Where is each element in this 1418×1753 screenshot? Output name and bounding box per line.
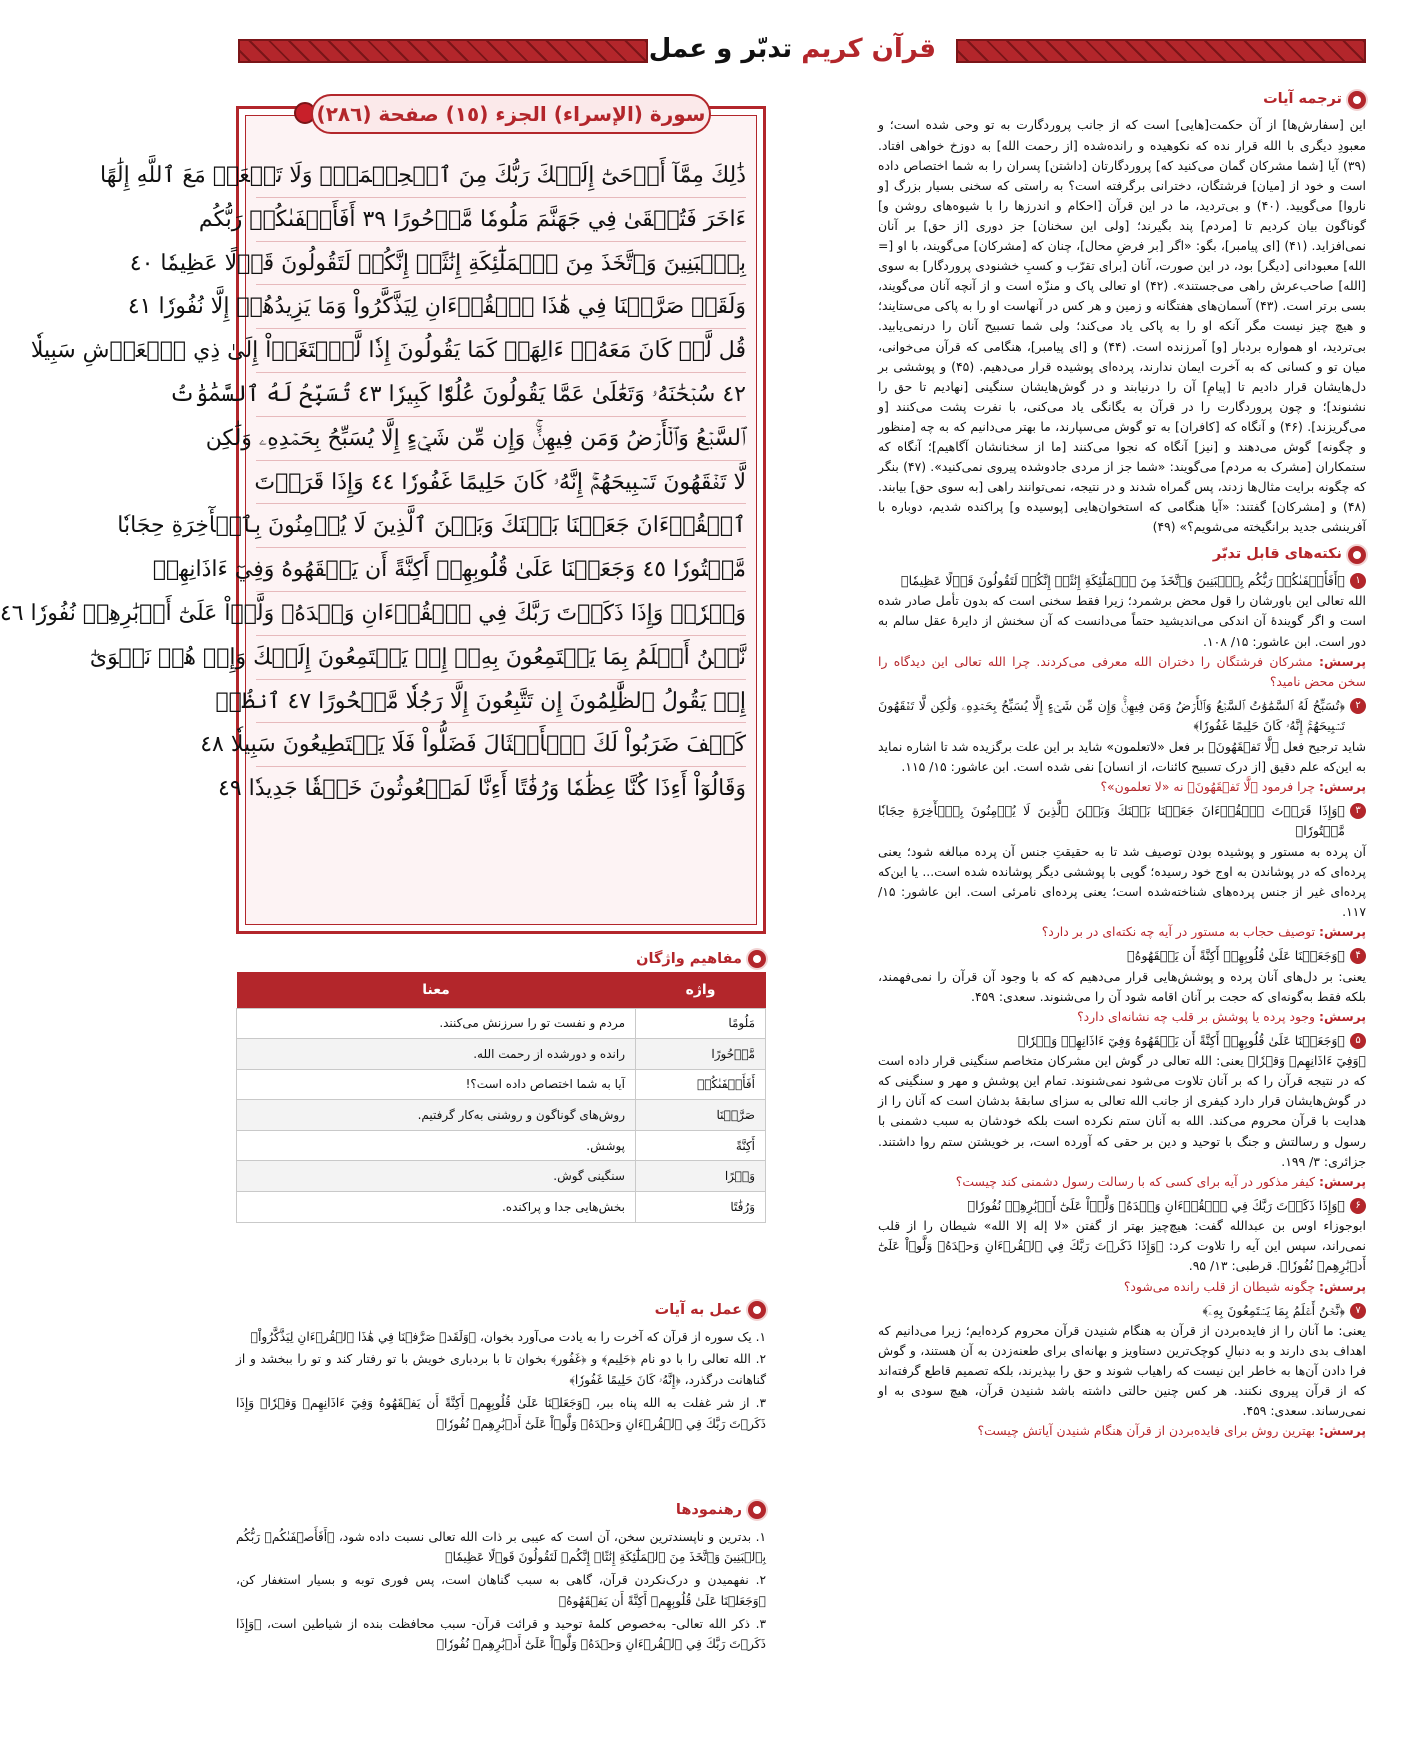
title-red: قرآن کریم <box>801 34 936 64</box>
note-number: ۶ <box>1350 1198 1366 1214</box>
vocab-word: وَقۡرًا <box>636 1161 766 1192</box>
vocab-word: مَلُومًا <box>636 1008 766 1039</box>
note-item <box>878 1301 1366 1442</box>
quran-page-inner <box>0 102 757 925</box>
question-label: پرسش: <box>1318 1173 1366 1189</box>
note-question <box>878 1007 1366 1027</box>
question-text: وجود پرده یا پوشش بر قلب چه نشانه‌ای دارد؟ <box>1077 1008 1316 1024</box>
note-ayah-row <box>878 696 1366 737</box>
guides-title: رهنمودها <box>236 1498 766 1523</box>
guides-item: ۱. بدترین و ناپسندترین سخن، آن است که عیبی بر ذات الله تعالی نسبت داده شود، ﴿أَفَأَصۡفَىٰكُمۡ رَبُّكُم بِٱلۡبَنِينَ وَٱتَّخَذَ مِنَ ٱلۡمَلَٰٓئِكَةِ إِنَٰثًاۚ إِنَّكُمۡ لَتَقُولُونَ قَوۡلًا عَظِيمٗا﴾ <box>236 1529 766 1565</box>
quran-line: إِذۡ يَقُولُ ٱلظَّٰلِمُونَ إِن تَتَّبِعُونَ إِلَّا رَجُلٗا مَّسۡحُورًا ٤٧ ٱنظُرۡ <box>256 680 746 724</box>
question-label: پرسش: <box>1318 924 1366 940</box>
quran-line: وَقۡرٗاۚ وَإِذَا ذَكَرۡتَ رَبَّكَ فِي ٱلۡقُرۡءَانِ وَحۡدَهُۥ وَلَّوۡاْ عَلَىٰٓ أَدۡبَٰرِهِمۡ نُفُورٗا ٤٦ <box>256 592 746 636</box>
note-ayah: ﴿أَفَأَصۡفَىٰكُمۡ رَبُّكُم بِٱلۡبَنِينَ وَٱتَّخَذَ مِنَ ٱلۡمَلَٰٓئِكَةِ إِنَٰثًاۚ إِنَّكُمۡ لَتَقُولُونَ قَوۡلًا عَظِيمٗا﴾ <box>901 572 1345 588</box>
vocab-word: أَفَأَصۡفَىٰكُمۡ <box>636 1069 766 1100</box>
question-text: مشرکان فرشتگان را دختران الله معرفی می‌کردند. چرا الله تعالی این دیدگاه را سخن محض نامید؟ <box>878 653 1366 689</box>
note-ayah-row <box>878 801 1366 842</box>
decorative-band-left <box>238 39 648 63</box>
note-ayah: ﴿وَإِذَا قَرَأۡتَ ٱلۡقُرۡءَانَ جَعَلۡنَا بَيۡنَكَ وَبَيۡنَ ٱلَّذِينَ لَا يُؤۡمِنُونَ بِٱلۡأٓخِرَةِ حِجَابٗا مَّسۡتُورٗا﴾ <box>878 802 1345 839</box>
note-question <box>878 1421 1366 1441</box>
notes-list <box>878 571 1366 1442</box>
note-item <box>878 696 1366 797</box>
note-item <box>878 946 1366 1027</box>
quran-line: ءَاخَرَ فَتُلۡقَىٰ فِي جَهَنَّمَ مَلُومٗا مَّدۡحُورًا ٣٩ أَفَأَصۡفَىٰكُمۡ رَبُّكُم <box>256 198 746 242</box>
right-column <box>878 88 1366 1446</box>
flower-icon <box>1348 546 1366 564</box>
vocab-word: مَّدۡحُورًا <box>636 1039 766 1070</box>
action-item: ۱. یک سوره از قرآن که آخرت را به یادت می‌آورد بخوان، ﴿وَلَقَدۡ صَرَّفۡنَا فِي هَٰذَا ٱلۡقُرۡءَانِ لِيَذَّكَّرُواْ﴾ <box>250 1329 766 1344</box>
action-item: ۲. الله تعالی را با دو نام ﴿حَلِيم﴾ و ﴿غَفُور﴾ بخوان تا با بردباری خویش با تو رفتار کند و تو را ببخشد و از گناهانت درگذرد، ﴿إِنَّهُۥ كَانَ حَلِيمًا غَفُورٗا﴾ <box>236 1352 766 1388</box>
quran-line: نَّحۡنُ أَعۡلَمُ بِمَا يَسۡتَمِعُونَ بِهِۦٓ إِذۡ يَسۡتَمِعُونَ إِلَيۡكَ وَإِذۡ هُمۡ نَجۡوَىٰٓ <box>256 636 746 680</box>
table-row <box>237 1130 766 1161</box>
note-text: ابوجوزاء اوس بن عبدالله گفت: هیچ‌چیز بهتر از گفتن «لا إله إلا الله» شیطان را از قلب نمی‌راند، سپس این آیه را تلاوت کرد: ﴿وَإِذَا ذَكَرۡتَ رَبَّكَ فِي ٱلۡقُرۡءَانِ وَحۡدَهُۥ وَلَّوۡاْ عَلَىٰٓ أَدۡبَٰرِهِمۡ نُفُورٗا﴾. قرطبی: ۱۳/ ۹۵. <box>878 1218 1366 1274</box>
vocab-meaning: بخش‌هایی جدا و پراکنده. <box>237 1192 636 1223</box>
question-label: پرسش: <box>1318 778 1366 794</box>
question-text: بهترین روش برای فایده‌بردن از قرآن هنگام شنیدن آیاتش چیست؟ <box>977 1423 1316 1439</box>
note-question <box>878 922 1366 942</box>
guides-list <box>236 1527 766 1655</box>
note-ayah: ﴿وَإِذَا ذَكَرۡتَ رَبَّكَ فِي ٱلۡقُرۡءَانِ وَحۡدَهُۥ وَلَّوۡاْ عَلَىٰٓ أَدۡبَٰرِهِمۡ نُفُورٗا﴾ <box>967 1197 1345 1213</box>
note-text: یعنی: ما آنان را از فایده‌بردن از قرآن به هنگام شنیدن قرآن محروم کرده‌ایم؛ زیرا می‌دانیم که اهداف بدی دارند و به دنبالِ کوچک‌ترین دستاویز و بهانه‌ای برای طعنه‌زدن به آن هستند، و گوش فرا دادن آن‌ها به خاطر این نیست که راهیاب شوند و حق را بپذیرند، بلکه تصمیم قاطع گرفته‌اند که از قرآن پیروی نکنند. هر کس چنین حالتی داشته باشد شنیدن قرآن، هیچ سودی به او نمی‌رساند. سعدی: ۴۵۹. <box>878 1322 1366 1419</box>
quran-line: قُل لَّوۡ كَانَ مَعَهُۥٓ ءَالِهَةٞ كَمَا يَقُولُونَ إِذٗا لَّٱبۡتَغَوۡاْ إِلَىٰ ذِي ٱلۡعَرۡشِ سَبِيلٗا <box>256 329 746 373</box>
quran-line: وَقَالُوٓاْ أَءِذَا كُنَّا عِظَٰمٗا وَرُفَٰتًا أَءِنَّا لَمَبۡعُوثُونَ خَلۡقٗا جَدِيدٗا ٤٩ <box>218 776 746 802</box>
quran-line: كَيۡفَ ضَرَبُواْ لَكَ ٱلۡأَمۡثَالَ فَضَلُّواْ فَلَا يَسۡتَطِيعُونَ سَبِيلٗا ٤٨ <box>256 723 746 767</box>
note-question <box>878 1172 1366 1192</box>
note-text: یعنی: بر دل‌های آنان پرده و پوشش‌هایی قرار می‌دهیم که که با وجود آن قرآن را نمی‌فهمند، بلکه فقط به‌گونه‌ای که حجت بر آنان اقامه شود آن را می‌شنوند. سعدی: ۴۵۹. <box>878 968 1366 1004</box>
quran-lines <box>0 154 746 811</box>
question-label: پرسش: <box>1318 1278 1366 1294</box>
guides-item: ۲. نفهمیدن و درک‌نکردن قرآن، گاهی به سبب گناهان است، پس فوری توبه و بسیار استغفار کن، ﴿وَجَعَلۡنَا عَلَىٰ قُلُوبِهِمۡ أَكِنَّةً أَن يَفۡقَهُوهُ﴾ <box>236 1573 766 1608</box>
note-question <box>878 652 1366 692</box>
note-text: الله تعالی این باورشان را قول محض برشمرد؛ زیرا فقط سخنی است که بدون تأمل صادر شده است و اگر گوینده‌ٔ آن اندکی می‌اندیشید حتماً می‌دانست که آن سخنش از دایرهٔ عقل سالم به دور است. ابن عاشور: ۱۵/ ۱۰۸. <box>878 593 1366 649</box>
flower-icon <box>1348 91 1366 109</box>
table-row <box>237 1161 766 1192</box>
surah-banner: سورة (الإسراء) الجزء (١٥) صفحة (٢٨٦) <box>311 94 711 134</box>
question-text: کیفر مذکور در آیه برای کسی که با رسالت رسول دشمنی کند چیست؟ <box>955 1173 1316 1189</box>
note-ayah-row <box>878 1301 1366 1321</box>
question-text: چگونه شیطان از قلب رانده می‌شود؟ <box>1123 1278 1316 1294</box>
quran-line: ٱلسَّبۡعُ وَٱلۡأَرۡضُ وَمَن فِيهِنَّۚ وَإِن مِّن شَيۡءٍ إِلَّا يُسَبِّحُ بِحَمۡدِهِۦ وَلَٰكِن <box>256 417 746 461</box>
vocab-meaning: سنگینی گوش. <box>237 1161 636 1192</box>
note-ayah: ﴿وَجَعَلۡنَا عَلَىٰ قُلُوبِهِمۡ أَكِنَّةً أَن يَفۡقَهُوهُ﴾ <box>1127 948 1345 964</box>
note-ayah-row <box>878 1031 1366 1051</box>
note-text: شاید ترجیح فعل ﴿لَّا تَفۡقَهُونَ﴾ بر فعل «لاتعلمون» شاید بر این علت برگزیده شد تا اشاره نماید به این‌که علم دقیق [از درک تسبیح کائنات، از انسان] نفی شده است. ابن عاشور: ۱۵/ ۱۱۵. <box>878 738 1366 774</box>
note-item <box>878 1196 1366 1297</box>
question-text: توصیف حجاب به مستور در آیه چه نکته‌ای در بر دارد؟ <box>1041 924 1316 940</box>
note-question <box>878 777 1366 797</box>
guides-section <box>236 1498 766 1657</box>
quran-line: ٱلۡقُرۡءَانَ جَعَلۡنَا بَيۡنَكَ وَبَيۡنَ ٱلَّذِينَ لَا يُؤۡمِنُونَ بِٱلۡأٓخِرَةِ حِجَابٗا <box>256 504 746 548</box>
title-black: تدبّر و عمل <box>648 34 793 64</box>
guides-item: ۳. ذکر الله تعالی- به‌خصوص کلمهٔ توحید و قرائت قرآن- سبب محافظت بنده از شیاطین است، ﴿وَإِذَا ذَكَرۡتَ رَبَّكَ فِي ٱلۡقُرۡءَانِ وَحۡدَهُۥ وَلَّوۡاْ عَلَىٰٓ أَدۡبَٰرِهِمۡ نُفُورٗا﴾ <box>236 1616 766 1652</box>
flower-icon <box>748 950 766 968</box>
question-label: پرسش: <box>1318 653 1366 669</box>
vocab-meaning: مردم و نفست تو را سرزنش می‌کنند. <box>237 1008 636 1039</box>
vocab-meaning: آیا به شما اختصاص داده است؟! <box>237 1069 636 1100</box>
action-list <box>236 1327 766 1435</box>
table-row <box>237 1100 766 1131</box>
table-row <box>237 1008 766 1039</box>
col-meaning: معنا <box>237 972 636 1008</box>
note-number: ۳ <box>1350 803 1366 819</box>
question-label: پرسش: <box>1318 1423 1366 1439</box>
note-item <box>878 571 1366 692</box>
vocab-meaning: رانده و دورشده از رحمت الله. <box>237 1039 636 1070</box>
note-item <box>878 801 1366 942</box>
decorative-band-right <box>956 39 1366 63</box>
vocab-meaning: روش‌های گوناگون و روشنی به‌کار گرفتیم. <box>237 1100 636 1131</box>
quran-line: لَّا تَفۡقَهُونَ تَسۡبِيحَهُمۡۚ إِنَّهُۥ كَانَ حَلِيمًا غَفُورٗا ٤٤ وَإِذَا قَرَأۡتَ <box>256 461 746 505</box>
note-text: ﴿وَفِيٓ ءَاذَانِهِمۡ وَقۡرٗا﴾ یعنی: الله تعالی در گوش این مشرکان متخاصم سنگینی قرار داده است که در نتیجه قرآن را که بر آنان تلاوت می‌شود نمی‌شنوند. تمام این پوشش و مهر و سنگینی که در گوش‌هایشان قرار دارد کیفری از جانب الله تعالی به سزای سابقهٔ بدشان است که آنان را از هدایت با قرآن محروم می‌کند. الله به آنان ستم نکرده است بلکه خودشان به سبب دشمنی با رسول و رسالتش و جنگ با توحید و دین بر حقی که آورده است، بر خویشتن ستم روا داشتند. جزائری: ۳/ ۱۹۹. <box>878 1053 1366 1169</box>
note-ayah-row <box>878 946 1366 966</box>
col-word: واژه <box>636 972 766 1008</box>
vocab-word: صَرَّفۡنَا <box>636 1100 766 1131</box>
translation-title: ترجمه آیات <box>878 88 1366 111</box>
vocab-word: أَكِنَّةً <box>636 1130 766 1161</box>
note-ayah: ﴿نَّحۡنُ أَعۡلَمُ بِمَا يَسۡتَمِعُونَ بِهِۦٓ﴾ <box>1202 1302 1345 1318</box>
flower-icon <box>748 1501 766 1519</box>
vocab-word: وَرُفَٰتًا <box>636 1192 766 1223</box>
question-label: پرسش: <box>1318 1008 1366 1024</box>
table-row <box>237 1039 766 1070</box>
vocab-section <box>236 950 766 1223</box>
note-number: ۱ <box>1350 573 1366 589</box>
note-item <box>878 1031 1366 1192</box>
quran-line: ذَٰلِكَ مِمَّآ أَوۡحَىٰٓ إِلَيۡكَ رَبُّكَ مِنَ ٱلۡحِكۡمَةِۗ وَلَا تَجۡعَلۡ مَعَ ٱللَّهِ إِلَٰهًا <box>256 154 746 198</box>
page-header <box>238 34 1366 70</box>
quran-page-frame <box>0 102 766 934</box>
vocab-title: مفاهیم واژگان <box>236 950 766 968</box>
note-ayah-row <box>878 1196 1366 1216</box>
note-ayah-row <box>878 571 1366 591</box>
note-number: ۲ <box>1350 698 1366 714</box>
quran-line: ٤٢ سُبۡحَٰنَهُۥ وَتَعَٰلَىٰ عَمَّا يَقُولُونَ عُلُوّٗا كَبِيرٗا ٤٣ تُسَبِّحُ لَهُ ٱلسَّمَٰوَٰتُ <box>256 373 746 417</box>
vocab-meaning: پوشش. <box>237 1130 636 1161</box>
note-question <box>878 1277 1366 1297</box>
note-number: ۴ <box>1350 948 1366 964</box>
quran-line: بِٱلۡبَنِينَ وَٱتَّخَذَ مِنَ ٱلۡمَلَٰٓئِكَةِ إِنَٰثًاۚ إِنَّكُمۡ لَتَقُولُونَ قَوۡلًا عَظِيمٗا ٤٠ <box>256 242 746 286</box>
question-text: چرا فرمود ﴿لَّا تَفۡقَهُونَ﴾ نه «لا تعلمون»؟ <box>1100 778 1316 794</box>
notes-title: نکته‌های قابل تدبّر <box>878 543 1366 566</box>
flower-icon <box>748 1301 766 1319</box>
table-row <box>237 1192 766 1223</box>
note-ayah: ﴿وَجَعَلۡنَا عَلَىٰ قُلُوبِهِمۡ أَكِنَّةً أَن يَفۡقَهُوهُ وَفِيٓ ءَاذَانِهِمۡ وَقۡرٗا﴾ <box>1017 1032 1345 1048</box>
table-row <box>237 1069 766 1100</box>
note-number: ۵ <box>1350 1033 1366 1049</box>
quran-line: مَّسۡتُورٗا ٤٥ وَجَعَلۡنَا عَلَىٰ قُلُوبِهِمۡ أَكِنَّةً أَن يَفۡقَهُوهُ وَفِيٓ ءَاذَانِهِمۡ <box>256 548 746 592</box>
action-item: ۳. از شر غفلت به الله پناه ببر، ﴿وَجَعَلۡنَا عَلَىٰ قُلُوبِهِمۡ أَكِنَّةً أَن يَفۡقَهُوهُ وَفِيٓ ءَاذَانِهِمۡ وَقۡرٗاۚ وَإِذَا ذَكَرۡتَ رَبَّكَ فِي ٱلۡقُرۡءَانِ وَحۡدَهُۥ وَلَّوۡاْ عَلَىٰٓ أَدۡبَٰرِهِمۡ نُفُورٗا﴾ <box>236 1395 766 1431</box>
action-title: عمل به آیات <box>236 1298 766 1323</box>
action-section <box>236 1298 766 1436</box>
note-number: ۷ <box>1350 1303 1366 1319</box>
note-text: آن پرده به مستور و پوشیده بودن توصیف شد تا به حقیقتِ جنس آن پرده مبالغه شود؛ یعنی پرده‌ای که در پوشاندن به اوج خود رسیده؛ گویی با پوششی دیگر پوشانده شده است... یا این‌که پرده‌ای غیر از جنس پرده‌های شناخته‌شده است؛ یعنی پرده‌ای نامرئی است. ابن عاشور: ۱۵/ ۱۱۷. <box>878 843 1366 919</box>
page-title <box>648 34 936 64</box>
note-ayah: ﴿تُسَبِّحُ لَهُ ٱلسَّمَٰوَٰتُ ٱلسَّبۡعُ وَٱلۡأَرۡضُ وَمَن فِيهِنَّۚ وَإِن مِّن شَيۡءٍ إِلَّا يُسَبِّحُ بِحَمۡدِهِۦ وَلَٰكِن لَّا تَفۡقَهُونَ تَسۡبِيحَهُمۡۚ إِنَّهُۥ كَانَ حَلِيمًا غَفُورٗا﴾ <box>878 697 1345 734</box>
translation-text: این [سفارش‌ها] از آن حکمت[هایی] است که از جانب پروردگارت به تو وحی شده است؛ و معبودِ دیگری با الله قرار نده که نکوهیده و رانده‌شده [از رحمت الله] به دوزخ خواهی افتاد. (۳۹) آیا [شما مشرکان گمان می‌کنید که] پروردگارتان [داشتن] پسران را به شما اختصاص داده است و خود از [میان] فرشتگان، دخترانی برگرفته است؟ به راستی که سخنی بسیار بزرگ [و ناروا] می‌گویید. (۴۰) و بی‌تردید، ما در این قرآن [احکام و اندرزها را با شیوه‌های روشن و] گوناگون بیان کردیم تا [مردم] پند بگیرند؛ [ولی این سخنان] جز دوری [از حق] بر آنان نمی‌افزاید. (۴۱) [ای پیامبر]، بگو: «اگر [بر فرضِ محال]، چنان که [مشرکان] می‌گویند، با او [= الله] معبودانی [دیگر] بود، در این صورت، آنان [برای تقرّب و کسبِ خشنودی پروردگار] به سوی [الله] صاحب‌عرش راهی می‌جستند». (۴۲) او تعالی پاک و منزّه است و از آنچه آنان می‌گویند، بسی برتر است. (۴۳) آسمان‌های هفتگانه و زمین و هر کس در آنهاست او را به پاکی می‌ستایند؛ و هیچ چیز نیست مگر آنکه او را به پاکی یاد می‌کند؛ ولی شما تسبیح آنان را درنمی‌یابید. بی‌تردید، او همواره بردبار [و] آمرزنده است. (۴۴) و [ای پیامبر]، هنگامی که قرآن می‌خوانی، میان تو و کسانی که به آخرت ایمان ندارند، پرده‌ای پوشیده قرار می‌دهیم. (۴۵) و پوششی بر دل‌هایشان قرار دادیم تا [پیامِ] آن را درنیابند و در گوش‌هایشان سنگینی [نهادیم تا حق را نشنوند]؛ و چون پروردگارت را در قرآن به یگانگی یاد می‌کنی، با نفرت پشت می‌کنند [و می‌گریزند]. (۴۶) و آنگاه که [کافران] به تو گوش می‌سپارند، ما بهتر می‌دانیم که به چه [منظور و چگونه] گوش می‌دهند و [نیز] آنگاه که نجوا می‌کنند [ما از سخنانشان آگاهیم]؛ آنگاه که ستمکاران [مشرک به مردم] می‌گویند: «شما جز از مردی جادوشده پیروی نمی‌کنید». (۴۷) بنگر که چگونه برایت مثال‌ها زدند، پس گمراه شدند و در نتیجه، نمی‌توانند راهی [به سوی حق] بیابند. (۴۸) و [مشرکان] گفتند: «آیا هنگامی که استخوان‌هایی [پوسیده و] پراکنده شدیم، دوباره با آفرینشی جدید برانگیخته می‌شویم؟» (۴۹) <box>878 117 1367 535</box>
quran-line: وَلَقَدۡ صَرَّفۡنَا فِي هَٰذَا ٱلۡقُرۡءَانِ لِيَذَّكَّرُواْ وَمَا يَزِيدُهُمۡ إِلَّا نُفُورٗا ٤١ <box>256 285 746 329</box>
vocab-table <box>236 972 766 1223</box>
